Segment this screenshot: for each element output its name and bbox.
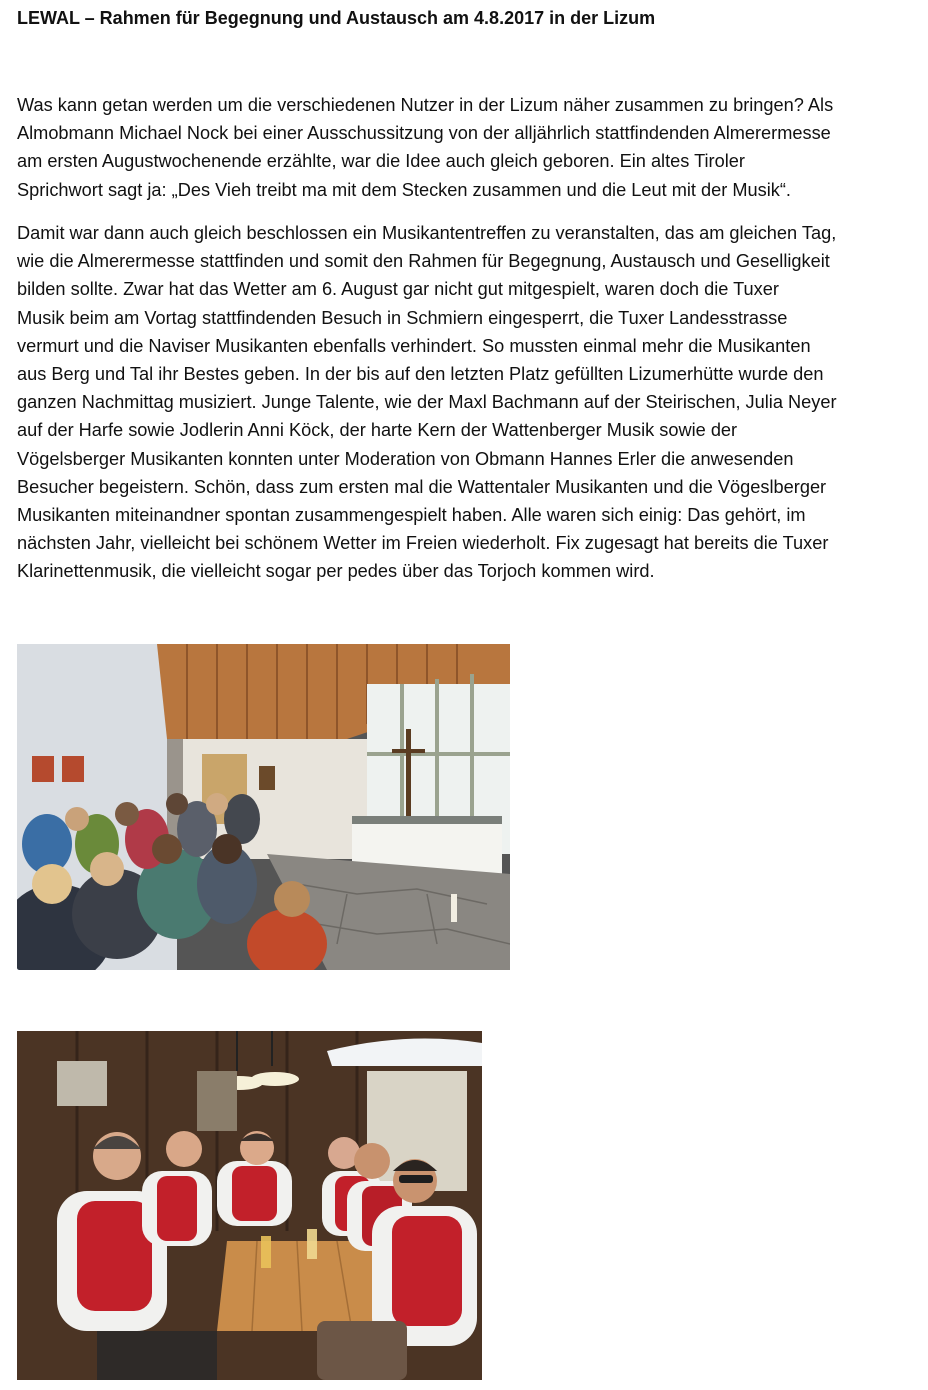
text-line: bilden sollte. Zwar hat das Wetter am 6. August gar nicht gut mitgespielt, waren doch die Tuxer (17, 279, 779, 300)
musicians-photo (17, 1031, 482, 1380)
text-line: Besucher begeistern. Schön, dass zum ersten mal die Wattentaler Musikanten und die Vögeslberger (17, 476, 827, 497)
text-line: vermurt und die Naviser Musikanten ebenfalls verhindert. So mussten einmal mehr die Musikanten (17, 335, 811, 356)
text-line: Musik beim am Vortag stattfindenden Besuch in Schmiern eingesperrt, die Tuxer Landesstrasse (17, 307, 788, 328)
text-line: ganzen Nachmittag musiziert. Junge Talente, wie der Maxl Bachmann auf der Steirischen, Julia Neyer (17, 392, 837, 413)
text-line: Sprichwort sagt ja: „Des Vieh treibt ma mit dem Stecken zusammen und die Leut mit der Musik“. (17, 179, 791, 200)
text-line: Was kann getan werden um die verschiedenen Nutzer in der Lizum näher zusammen zu bringen? Als (17, 95, 834, 115)
chapel-photo (17, 644, 510, 970)
text-line: wie die Almerermesse stattfinden und somit den Rahmen für Begegnung, Austausch und Geselligkeit (17, 251, 830, 272)
text-line: Almobmann Michael Nock bei einer Ausschussitzung von der alljährlich stattfindenden Almerermesse (17, 123, 831, 144)
text-line: Vögelsberger Musikanten konnten unter Moderation von Obmann Hannes Erler die anwesenden (17, 448, 794, 469)
text-line: nächsten Jahr, vielleicht bei schönem Wetter im Freien wiederholt. Fix zugesagt hat bereits die Tuxer (17, 533, 829, 554)
text-line: Damit war dann auch gleich beschlossen ein Musikantentreffen zu veranstalten, das am gleichen Tag, (17, 223, 837, 243)
text-line: am ersten Augustwochenende erzählte, war die Idee auch gleich geboren. Ein altes Tiroler (17, 151, 745, 172)
text-line: Klarinettenmusik, die vielleicht sogar per pedes über das Torjoch kommen wird. (17, 561, 655, 582)
text-line: auf der Harfe sowie Jodlerin Anni Köck, der harte Kern der Wattenberger Musik sowie der (17, 420, 738, 441)
text-line: Musikanten miteinandner spontan zusammengespielt haben. Alle waren sich einig: Das gehört, im (17, 505, 806, 526)
document-title: LEWAL – Rahmen für Begegnung und Austausch am 4.8.2017 in der Lizum (17, 8, 656, 28)
paragraph-intro (17, 91, 907, 204)
text-line: aus Berg und Tal ihr Bestes geben. In der bis auf den letzten Platz gefüllten Lizumerhütte wurde den (17, 364, 824, 385)
paragraph-main (17, 219, 907, 586)
